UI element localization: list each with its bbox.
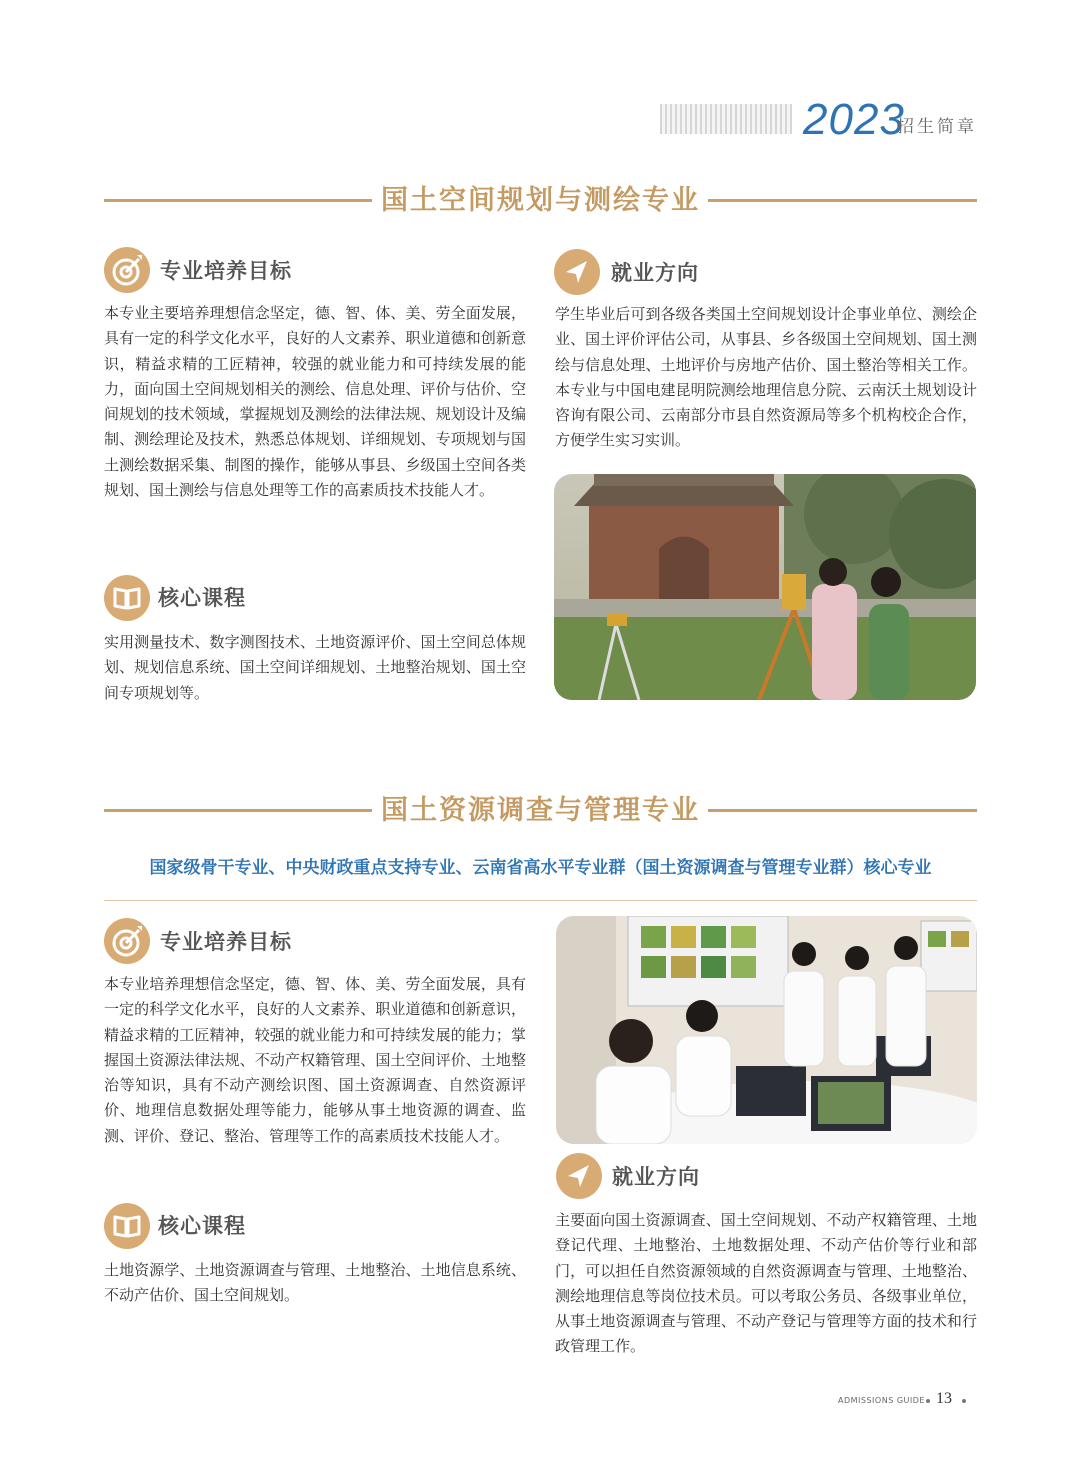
career-heading: 就业方向: [611, 261, 699, 285]
send-arrow-icon: [554, 249, 600, 295]
section-divider-left: [104, 809, 372, 812]
tagline-divider: [104, 900, 977, 901]
courses-heading: 核心课程: [158, 1214, 246, 1238]
header-building-graphic: [660, 104, 792, 134]
section-tagline: 国家级骨干专业、中央财政重点支持专业、云南省高水平专业群（国土资源调查与管理专业群）核心专业: [149, 858, 932, 878]
career-text: 主要面向国土资源调查、国土空间规划、不动产权籍管理、土地登记代理、土地整治、土地数据处理、不动产估价等行业和部门，可以担任自然资源领域的自然资源调查与管理、土地整治、测绘地理信息等岗位技术员。可以考取公务员、各级事业单位，从事土地资源调查与管理、不动产登记与管理等方面的技术和行政管理工作。: [555, 1211, 977, 1356]
photo-classroom-students: [556, 916, 977, 1144]
page-number: 13: [936, 1390, 952, 1407]
goal-text: 本专业主要培养理想信念坚定，德、智、体、美、劳全面发展，具有一定的科学文化水平，良好的人文素养、职业道德和创新意识，精益求精的工匠精神，较强的就业能力和可持续发展的能力，面向国土空间规划相关的测绘、信息处理、评价与估价、空间规划的技术领域，掌握规划及测绘的法律法规、规划设计及编制、测绘理论及技术，熟悉总体规划、详细规划、专项规划与国土测绘数据采集、制图的操作，能够从事县、乡级国土空间各类规划、国土测绘与信息处理等工作的高素质技术技能人才。: [104, 304, 526, 500]
photo-surveying-students: [554, 474, 976, 700]
footer-dot-right: [962, 1399, 966, 1403]
section-title: 国土空间规划与测绘专业: [381, 185, 700, 216]
career-text: 学生毕业后可到各级各类国土空间规划设计企事业单位、测绘企业、国土评价评估公司，从事县、乡各级国土空间规划、国土测绘与信息处理、土地评价与房地产估价、国土整治等相关工作。本专业与中国电建昆明院测绘地理信息分院、云南沃土规划设计咨询有限公司、云南部分市县自然资源局等多个机构校企合作，方便学生实习实训。: [555, 305, 977, 450]
goal-heading: 专业培养目标: [160, 259, 292, 283]
section-divider-right: [708, 199, 977, 202]
footer-dot-left: [926, 1399, 930, 1403]
send-arrow-icon: [556, 1153, 602, 1199]
goal-text: 本专业培养理想信念坚定，德、智、体、美、劳全面发展，具有一定的科学文化水平，良好的人文素养、职业道德和创新意识，精益求精的工匠精神，较强的就业能力和可持续发展的能力；掌握国土资源法律法规、不动产权籍管理、国土空间评价、土地整治等知识，具有不动产测绘识图、国土资源调查、自然资源评价、地理信息数据处理等能力，能够从事土地资源的调查、监测、评价、登记、整治、管理等工作的高素质技术技能人才。: [104, 975, 526, 1145]
header-year: 2023: [803, 95, 905, 144]
goal-heading: 专业培养目标: [160, 930, 292, 954]
target-icon: [104, 247, 150, 293]
target-icon: [104, 918, 150, 964]
section-divider-right: [708, 809, 977, 812]
courses-heading: 核心课程: [158, 586, 246, 610]
courses-text: 实用测量技术、数字测图技术、土地资源评价、国土空间总体规划、规划信息系统、国土空间详细规划、土地整治规划、国土空间专项规划等。: [104, 633, 526, 702]
career-heading: 就业方向: [612, 1165, 700, 1189]
header-subtitle: 招生简章: [897, 117, 977, 137]
footer-label: ADMISSIONS GUIDE: [838, 1396, 925, 1405]
section-title: 国土资源调查与管理专业: [381, 795, 700, 826]
book-icon: [104, 575, 150, 621]
book-icon: [104, 1203, 150, 1249]
courses-text: 土地资源学、土地资源调查与管理、土地整治、土地信息系统、不动产估价、国土空间规划。: [104, 1261, 526, 1305]
section-divider-left: [104, 199, 372, 202]
